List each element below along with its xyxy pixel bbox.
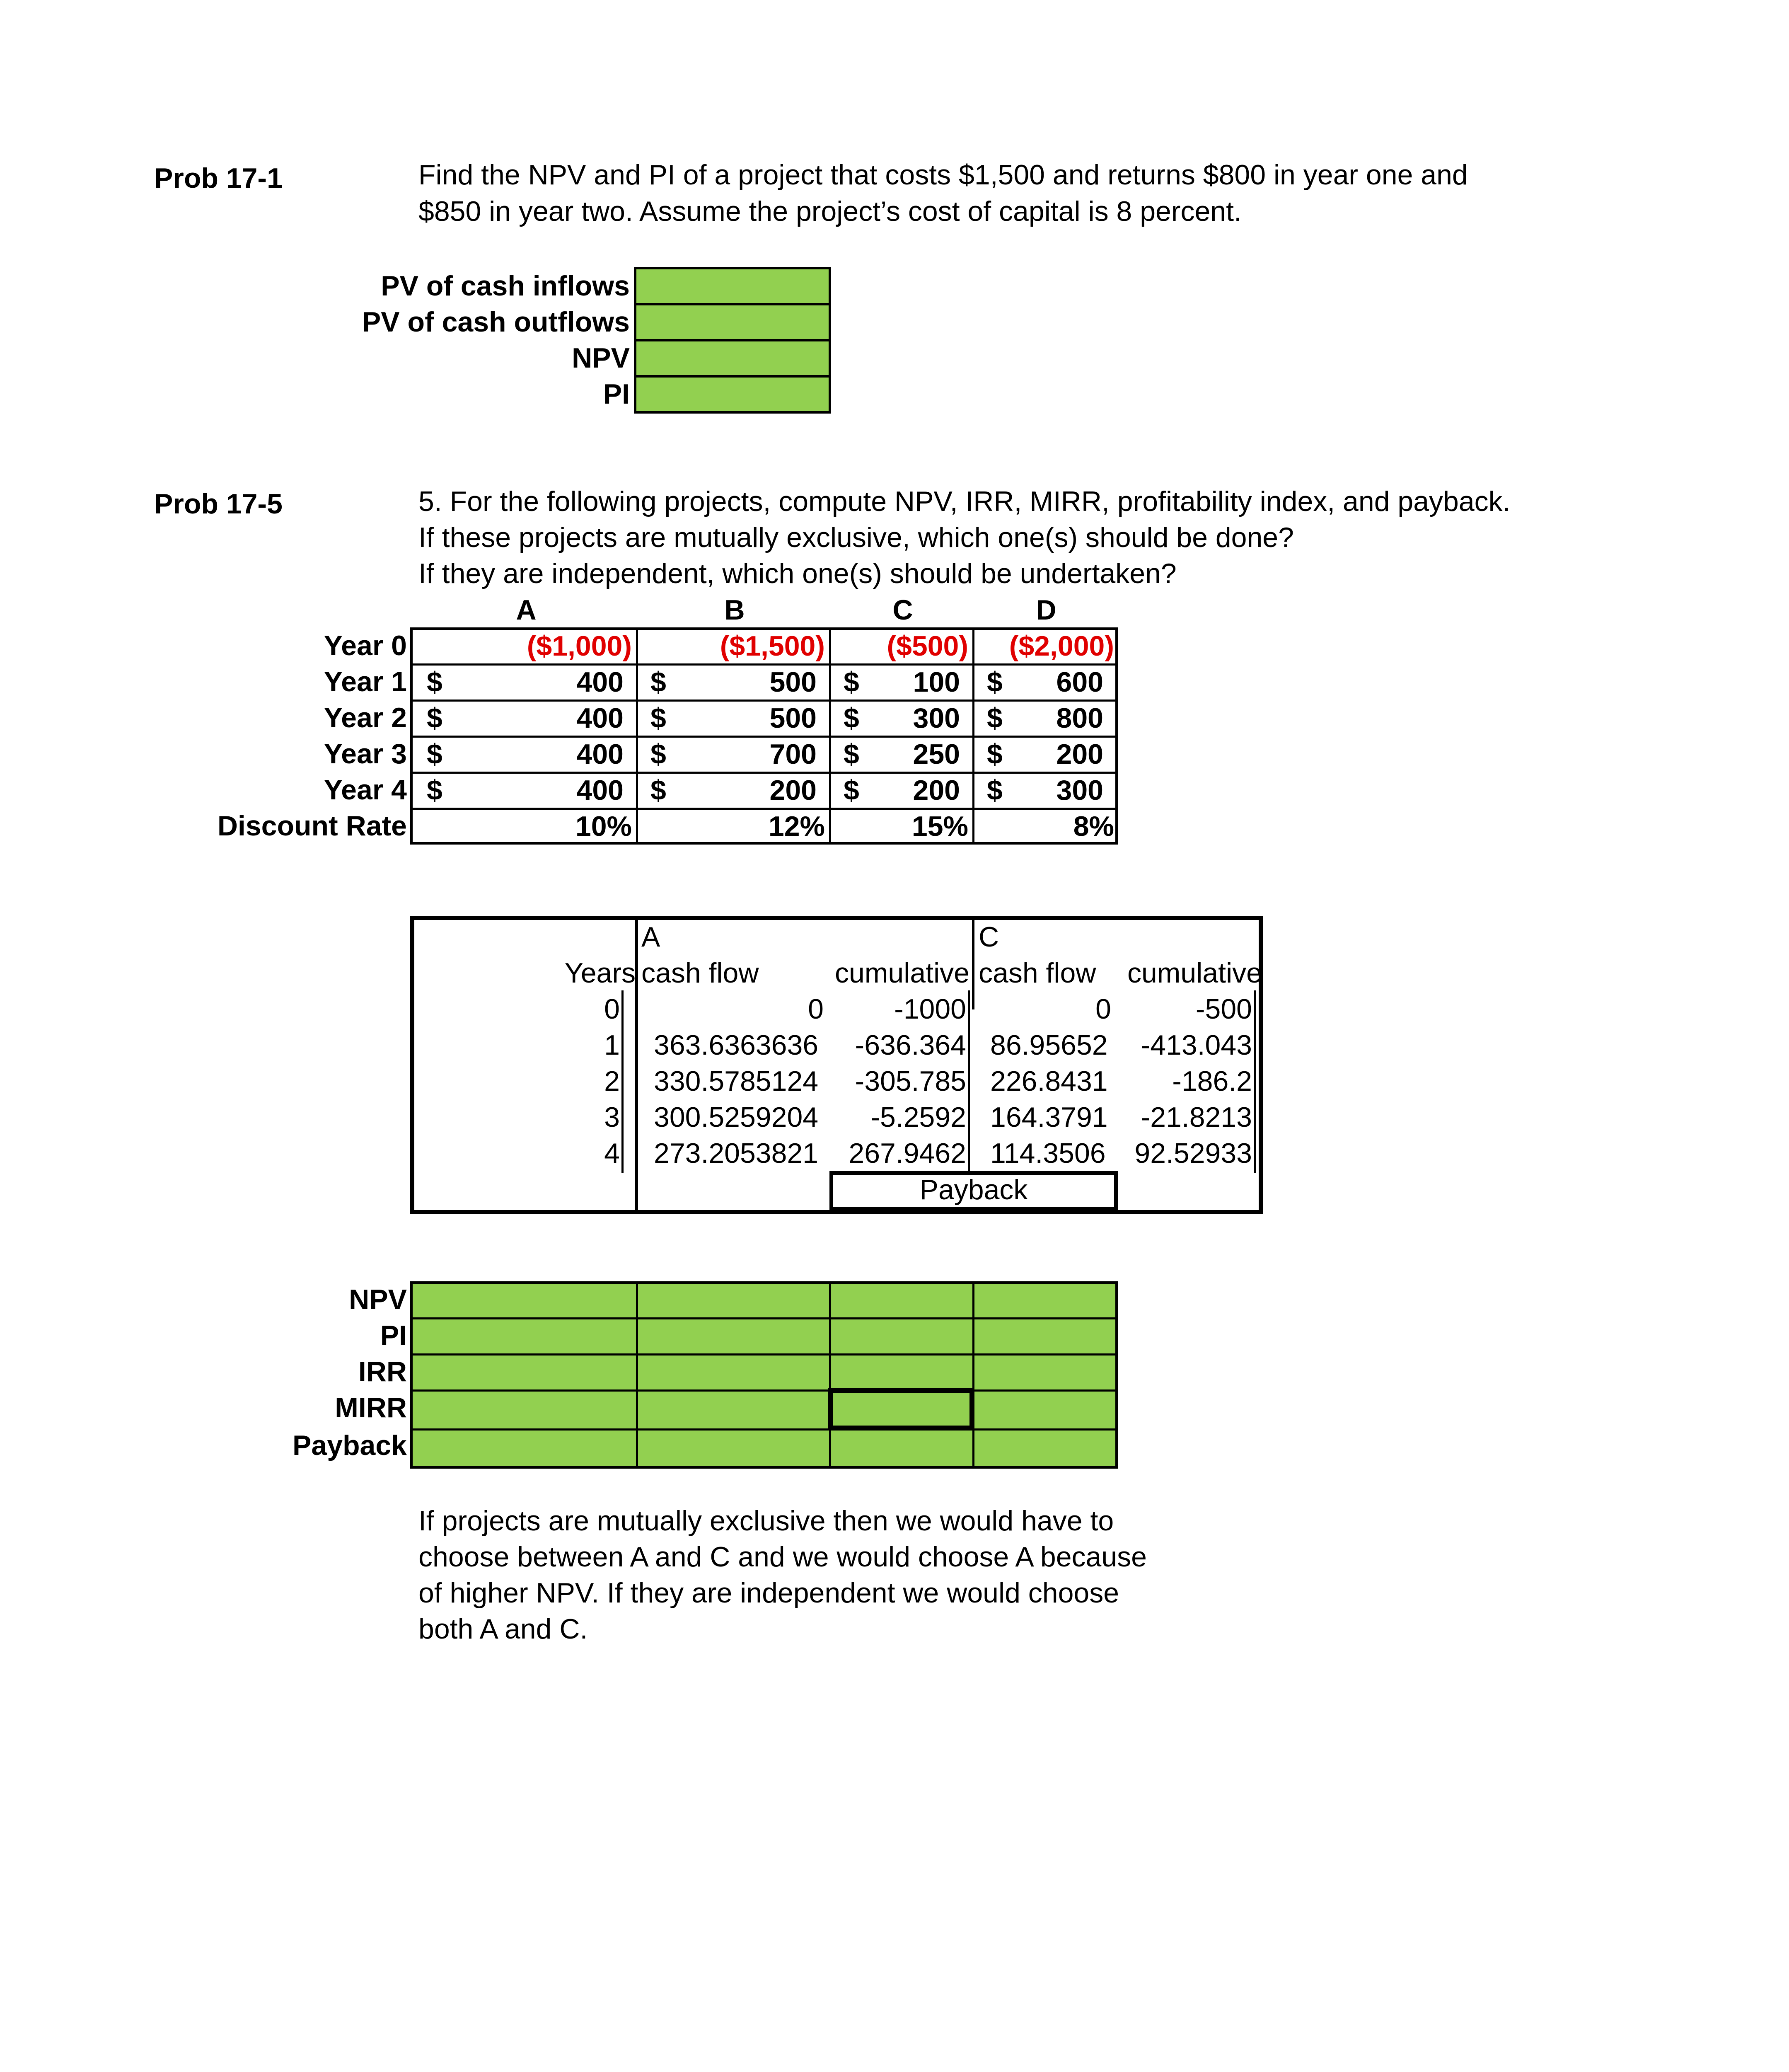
- row-label-year0: Year 0: [324, 630, 407, 661]
- prob-17-5-label: Prob 17-5: [154, 488, 283, 520]
- project-header-d: D: [1036, 594, 1056, 626]
- dollar-sign: $: [650, 666, 666, 698]
- cell-a-rate: 10%: [575, 811, 632, 842]
- cell-d-year1: 600: [1056, 666, 1103, 698]
- pv-outflows-answer-cell[interactable]: [634, 303, 831, 341]
- result-label-irr: IRR: [358, 1356, 407, 1387]
- dollar-sign: $: [427, 666, 442, 698]
- a-cash-flow-value: 363.6363636: [654, 1029, 819, 1061]
- c-cash-flow-value: 164.3791: [990, 1101, 1108, 1133]
- payback-label: Payback: [919, 1174, 1028, 1205]
- c-cumulative-value: -500: [1195, 993, 1252, 1025]
- conclusion-line3: of higher NPV. If they are independent we would choose: [418, 1577, 1119, 1609]
- cell-d-year3: 200: [1056, 738, 1103, 770]
- cell-a-year1: 400: [576, 666, 624, 698]
- dollar-sign: $: [427, 702, 442, 734]
- cell-c-year4: 200: [913, 775, 960, 806]
- cell-a-year4: 400: [576, 775, 624, 806]
- dollar-sign: $: [844, 775, 859, 806]
- result-label-payback: Payback: [293, 1430, 407, 1461]
- payback-year: 2: [604, 1065, 620, 1097]
- c-cash-flow-value: 226.8431: [990, 1065, 1108, 1097]
- dollar-sign: $: [650, 702, 666, 734]
- dollar-sign: $: [427, 775, 442, 806]
- dollar-sign: $: [844, 702, 859, 734]
- project-header-a: A: [516, 594, 537, 626]
- c-cumulative-value: -413.043: [1141, 1029, 1252, 1061]
- pv-inflows-label: PV of cash inflows: [381, 270, 630, 302]
- conclusion-line2: choose between A and C and we would choose A because: [418, 1541, 1147, 1573]
- pi-label: PI: [603, 378, 630, 410]
- prob-17-5-question-line3: If they are independent, which one(s) should be undertaken?: [418, 558, 1177, 589]
- a-cumulative-header: cumulative: [834, 957, 969, 989]
- pv-outflows-label: PV of cash outflows: [362, 306, 630, 338]
- conclusion-line1: If projects are mutually exclusive then we would have to: [418, 1505, 1114, 1537]
- c-cash-flow-value: 114.3506: [990, 1138, 1106, 1169]
- cell-b-year1: 500: [769, 666, 817, 698]
- cell-b-year0: ($1,500): [720, 630, 825, 662]
- dollar-sign: $: [987, 738, 1003, 770]
- project-header-b: B: [724, 594, 745, 626]
- cell-d-rate: 8%: [1073, 811, 1114, 842]
- conclusion-line4: both A and C.: [418, 1613, 588, 1645]
- dollar-sign: $: [650, 775, 666, 806]
- prob-17-5-question-line1: 5. For the following projects, compute NPV, IRR, MIRR, profitability index, and payback.: [418, 486, 1511, 517]
- c-cumulative-header: cumulative: [1127, 957, 1262, 989]
- npv-answer-cell[interactable]: [634, 339, 831, 378]
- result-label-npv: NPV: [349, 1284, 407, 1315]
- c-cash-flow-value: 86.95652: [990, 1029, 1108, 1061]
- a-cash-flow-value: 0: [808, 993, 824, 1025]
- cell-c-year2: 300: [913, 702, 960, 734]
- a-cash-flow-value: 330.5785124: [654, 1065, 819, 1097]
- payback-col-a-header: A: [641, 921, 660, 953]
- dollar-sign: $: [987, 702, 1003, 734]
- cell-c-year3: 250: [913, 738, 960, 770]
- dollar-sign: $: [844, 666, 859, 698]
- c-cash-flow-header: cash flow: [979, 957, 1096, 989]
- c-cash-flow-value: 0: [1095, 993, 1111, 1025]
- result-label-pi: PI: [380, 1320, 407, 1351]
- a-cumulative-value: -5.2592: [870, 1101, 966, 1133]
- pv-inflows-answer-cell[interactable]: [634, 267, 831, 305]
- c-cumulative-value: 92.52933: [1134, 1138, 1252, 1169]
- dollar-sign: $: [844, 738, 859, 770]
- prob-17-1-label: Prob 17-1: [154, 162, 283, 194]
- cell-a-year3: 400: [576, 738, 624, 770]
- a-cumulative-value: 267.9462: [849, 1138, 966, 1169]
- c-cumulative-value: -186.2: [1172, 1065, 1252, 1097]
- cell-a-year2: 400: [576, 702, 624, 734]
- c-cumulative-value: -21.8213: [1141, 1101, 1252, 1133]
- cell-b-year3: 700: [769, 738, 817, 770]
- a-cash-flow-header: cash flow: [641, 957, 759, 989]
- project-header-c: C: [892, 594, 913, 626]
- payback-year: 1: [604, 1029, 620, 1061]
- a-cash-flow-value: 300.5259204: [654, 1101, 819, 1133]
- payback-year: 3: [604, 1101, 620, 1133]
- prob-17-1-question-line2: $850 in year two. Assume the project’s cost of capital is 8 percent.: [418, 196, 1242, 227]
- a-cash-flow-value: 273.2053821: [654, 1138, 819, 1169]
- npv-answer-b[interactable]: [638, 1284, 829, 1317]
- dollar-sign: $: [987, 666, 1003, 698]
- cell-c-year1: 100: [913, 666, 960, 698]
- npv-answer-d[interactable]: [974, 1284, 1115, 1317]
- cell-c-year0: ($500): [887, 630, 968, 662]
- row-label-year2: Year 2: [324, 702, 407, 733]
- a-cumulative-value: -305.785: [855, 1065, 966, 1097]
- a-cumulative-value: -636.364: [855, 1029, 966, 1061]
- cell-b-year2: 500: [769, 702, 817, 734]
- years-header: Years: [564, 957, 636, 989]
- dollar-sign: $: [427, 738, 442, 770]
- dollar-sign: $: [650, 738, 666, 770]
- npv-answer-a[interactable]: [413, 1284, 636, 1317]
- row-label-discount-rate: Discount Rate: [217, 810, 407, 842]
- row-label-year4: Year 4: [324, 774, 407, 806]
- cell-b-year4: 200: [769, 775, 817, 806]
- a-cumulative-value: -1000: [894, 993, 966, 1025]
- cell-a-year0: ($1,000): [527, 630, 632, 662]
- mirr-answer-c-selected[interactable]: [828, 1388, 974, 1431]
- cell-d-year2: 800: [1056, 702, 1103, 734]
- payback-year: 0: [604, 993, 620, 1025]
- payback-col-c-header: C: [979, 921, 999, 953]
- result-label-mirr: MIRR: [335, 1392, 407, 1423]
- row-label-year3: Year 3: [324, 738, 407, 770]
- dollar-sign: $: [987, 775, 1003, 806]
- npv-label: NPV: [572, 342, 630, 374]
- cell-b-rate: 12%: [768, 811, 825, 842]
- pi-answer-cell[interactable]: [634, 375, 831, 414]
- cell-d-year4: 300: [1056, 775, 1103, 806]
- prob-17-1-question-line1: Find the NPV and PI of a project that costs $1,500 and returns $800 in year one and: [418, 159, 1468, 191]
- npv-answer-c[interactable]: [831, 1284, 972, 1317]
- payback-year: 4: [604, 1138, 620, 1169]
- prob-17-5-question-line2: If these projects are mutually exclusive, which one(s) should be done?: [418, 522, 1294, 553]
- cell-c-rate: 15%: [911, 811, 968, 842]
- row-label-year1: Year 1: [324, 666, 407, 697]
- cell-d-year0: ($2,000): [1009, 630, 1114, 662]
